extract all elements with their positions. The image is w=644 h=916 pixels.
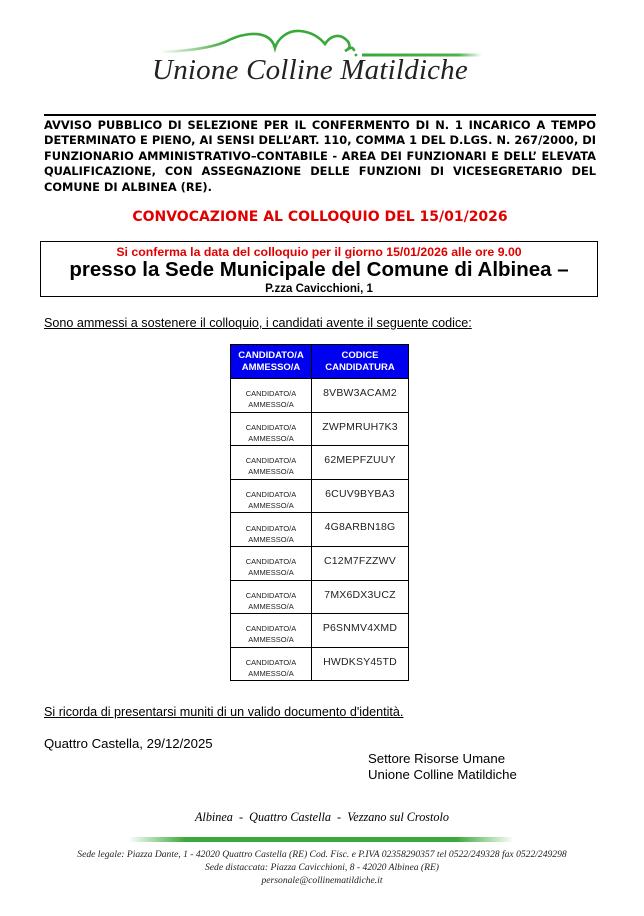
candidato-label: CANDIDATO/A AMMESSO/A	[231, 446, 312, 480]
codice-candidatura: HWDKSY45TD	[312, 647, 409, 681]
firma	[368, 751, 517, 783]
table-row	[231, 479, 409, 513]
candidato-label: CANDIDATO/A AMMESSO/A	[231, 546, 312, 580]
candidato-label: CANDIDATO/A AMMESSO/A	[231, 580, 312, 614]
table-row	[231, 647, 409, 681]
firma-settore: Settore Risorse Umane	[368, 751, 506, 766]
conferma-indirizzo: P.zza Cavicchioni, 1	[265, 283, 373, 295]
codice-candidatura: 8VBW3ACAM2	[312, 379, 409, 413]
conferma-box	[40, 241, 598, 297]
table-row	[231, 446, 409, 480]
table-body	[231, 379, 409, 681]
footer-green-bar	[128, 837, 514, 842]
codice-candidatura: P6SNMV4XMD	[312, 614, 409, 648]
ammessi-text: Sono ammessi a sostenere il colloquio, i candidati avente il seguente codice:	[44, 316, 472, 330]
conferma-data: Si conferma la data del colloquio per il giorno 15/01/2026 alle ore 9.00	[116, 245, 522, 259]
firma-ente: Unione Colline Matildiche	[368, 767, 517, 782]
table-row	[231, 412, 409, 446]
top-rule	[44, 114, 596, 116]
table-row	[231, 379, 409, 413]
table-row	[231, 513, 409, 547]
footer-comuni: Albinea - Quattro Castella - Vezzano sul Crostolo	[194, 810, 450, 824]
luogo-data: Quattro Castella, 29/12/2025	[44, 736, 213, 751]
codice-candidatura: C12M7FZZWV	[312, 546, 409, 580]
ricorda-text: Si ricorda di presentarsi muniti di un valido documento d'identità.	[44, 705, 404, 719]
footer-email[interactable]: personale@collinematildiche.it	[261, 875, 383, 886]
header-candidato: CANDIDATO/A AMMESSO/A	[231, 345, 312, 379]
codice-candidatura: 7MX6DX3UCZ	[312, 580, 409, 614]
candidato-label: CANDIDATO/A AMMESSO/A	[231, 479, 312, 513]
candidato-label: CANDIDATO/A AMMESSO/A	[231, 379, 312, 413]
table-header-row	[231, 345, 409, 379]
codice-candidatura: ZWPMRUH7K3	[312, 412, 409, 446]
table-row	[231, 614, 409, 648]
logo-text: Unione Colline Matildiche	[152, 54, 468, 86]
candidato-label: CANDIDATO/A AMMESSO/A	[231, 614, 312, 648]
candidato-label: CANDIDATO/A AMMESSO/A	[231, 412, 312, 446]
codice-candidatura: 6CUV9BYBA3	[312, 479, 409, 513]
conferma-sede: presso la Sede Municipale del Comune di Albinea –	[69, 258, 569, 281]
candidato-label: CANDIDATO/A AMMESSO/A	[231, 513, 312, 547]
codice-candidatura: 4G8ARBN18G	[312, 513, 409, 547]
footer-sede-distaccata: Sede distaccata: Piazza Cavicchioni, 8 - 42020 Albinea (RE)	[204, 862, 440, 873]
table-row	[231, 580, 409, 614]
candidato-label: CANDIDATO/A AMMESSO/A	[231, 647, 312, 681]
candidati-table	[230, 344, 409, 681]
header-codice: CODICE CANDIDATURA	[312, 345, 409, 379]
avviso-title: AVVISO PUBBLICO DI SELEZIONE PER IL CONFERMENTO DI N. 1 INCARICO A TEMPO DETERMINATO E PIENO, AI SENSI DELL’ART. 110, COMMA 1 DEL D.LGS. N. 267/2000, DI FUNZIONARIO AMMINISTRATIVO–CONTABILE - AREA DEI FUNZIONARI E DELL’ ELEVATA QUALIFICAZIONE, CON ASSEGNAZIONE DELLE FUNZIONI DI VICESEGRETARIO DEL COMUNE DI ALBINEA (RE).	[44, 118, 596, 194]
codice-candidatura: 62MEPFZUUY	[312, 446, 409, 480]
convocazione-title: CONVOCAZIONE AL COLLOQUIO DEL 15/01/2026	[132, 209, 508, 225]
logo	[140, 24, 500, 94]
table-row	[231, 546, 409, 580]
footer-sede-legale: Sede legale: Piazza Dante, 1 - 42020 Quattro Castella (RE) Cod. Fisc. e P.IVA 02358290357 tel 0522/249328 fax 0522/249298	[77, 849, 567, 860]
